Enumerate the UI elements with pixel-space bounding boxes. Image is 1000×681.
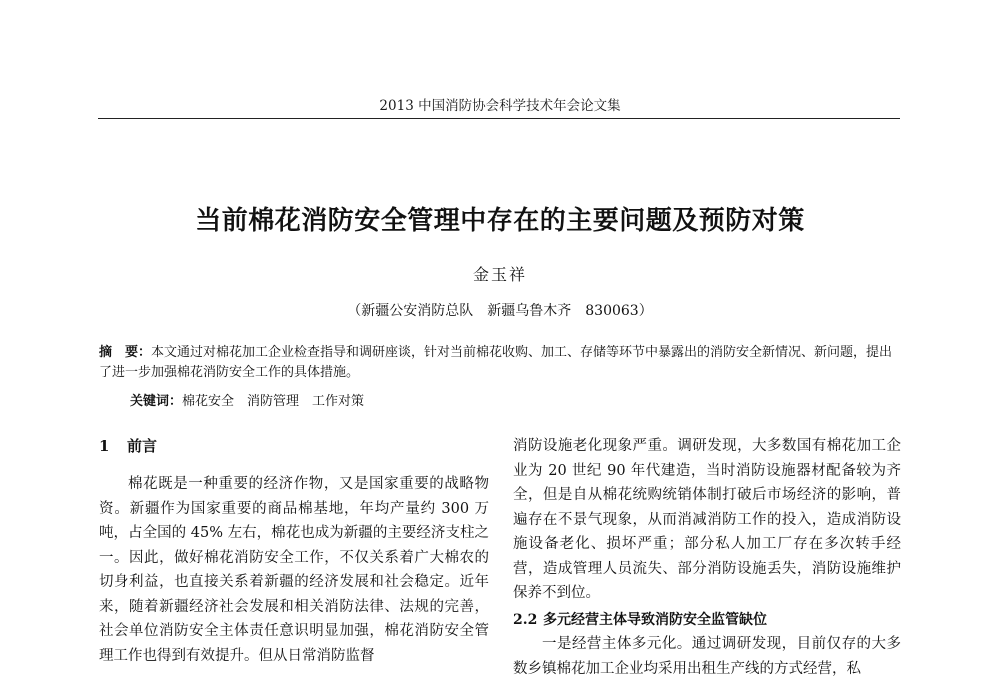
abstract	[99, 343, 901, 383]
left-column	[99, 434, 489, 668]
section-1-title: 前言	[127, 437, 158, 455]
header-rule	[98, 118, 900, 119]
section-1-number: 1	[99, 437, 110, 455]
continued-paragraph: 消防设施老化现象严重。调研发现，大多数国有棉花加工企业为 20 世纪 90 年代建造，当时消防设施器材配备较为齐全，但是自从棉花统购统销体制打破后市场经济的影响，普遍存在不景气现象，从而消减消防工作的投入，造成消防设施设备老化、损坏严重；部分私人加工厂存在多次转手经营，造成管理人员流失、部分消防设施丢失，消防设施维护保养不到位。	[513, 438, 901, 601]
keywords-label: 关键词：	[130, 394, 183, 409]
author-name: 金玉祥	[472, 265, 527, 284]
keywords	[130, 390, 900, 409]
keywords-text: 棉花安全 消防管理 工作对策	[182, 394, 365, 409]
section-1-heading	[99, 434, 489, 458]
running-header: 2013 中国消防协会科学技术年会论文集	[379, 98, 621, 114]
abstract-label: 摘 要：	[99, 345, 152, 360]
paper-title: 当前棉花消防安全管理中存在的主要问题及预防对策	[195, 206, 805, 236]
section-1-paragraph: 棉花既是一种重要的经济作物，又是国家重要的战略物资。新疆作为国家重要的商品棉基地，年均产量约 300 万吨，占全国的 45% 左右，棉花也成为新疆的主要经济支柱之一。因此，做好棉花消防安全工作，不仅关系着广大棉农的切身利益，也直接关系着新疆的经济发展和社会稳定。近年来，随着新疆经济社会发展和相关消防法律、法规的完善，社会单位消防安全主体责任意识明显加强，棉花消防安全管理工作也得到有效提升。但从日常消防监督	[99, 476, 489, 664]
right-column	[513, 434, 901, 681]
subsection-2-2-number: 2.2	[513, 611, 538, 628]
abstract-text: 本文通过对棉花加工企业检查指导和调研座谈，针对当前棉花收购、加工、存储等环节中暴露出的消防安全新情况、新问题，提出了进一步加强棉花消防安全工作的具体措施。	[99, 345, 893, 380]
subsection-2-2-paragraph: 一是经营主体多元化。通过调研发现，目前仅存的大多数乡镇棉花加工企业均采用出租生产线的方式经营，私	[513, 636, 901, 677]
author-affiliation: （新疆公安消防总队 新疆乌鲁木齐 830063）	[347, 303, 653, 319]
subsection-2-2-title: 多元经营主体导致消防安全监管缺位	[543, 611, 767, 628]
subsection-2-2-heading	[513, 608, 901, 633]
